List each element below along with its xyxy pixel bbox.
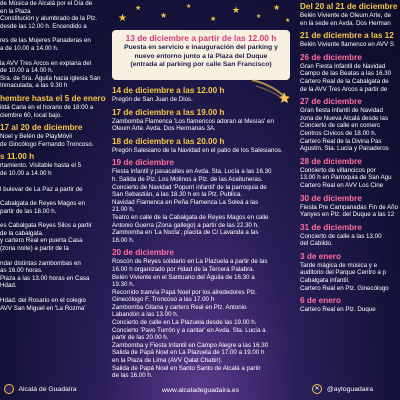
event-line: AVV San Miguel en 'La Rozma' bbox=[0, 304, 86, 312]
event-line: auditorio del Parque Centro a p bbox=[300, 269, 386, 277]
event-line: de la cabalgata. bbox=[0, 229, 44, 237]
section-heading: 20 de diciembre bbox=[112, 248, 174, 258]
footer-left bbox=[4, 384, 77, 394]
event-line: en la Plaza bbox=[0, 7, 31, 15]
right-column bbox=[300, 2, 400, 314]
section-heading: 28 de diciembre bbox=[300, 156, 362, 166]
event-line: h. Salida de Plz. Los Molinos a Plz. de las Aceituneras. bbox=[112, 175, 263, 183]
event-line: Cartero Real en Plz. Duque bbox=[300, 306, 376, 314]
event-line: y cartero Real en puerta Casa bbox=[0, 237, 83, 245]
section-heading: 27 de diciembre bbox=[300, 97, 362, 107]
event-line: zona de Nueva Alcalá desde las bbox=[300, 114, 389, 122]
star-icon: ★ bbox=[210, 16, 217, 23]
star-icon: ★ bbox=[186, 4, 192, 10]
event-line: Cartero Real en Plz. Ginecólogo bbox=[300, 284, 389, 292]
event-line: Ginecólogo F. Troncoso a las 17.00 h bbox=[112, 296, 215, 304]
event-line: Fiesta infantil y pasacalles en Avda. Sta. Lucía a las 16.30 bbox=[112, 168, 272, 176]
event-line: Hdad. del Rosario en el colegio bbox=[0, 297, 86, 305]
event-line: Zambomba Gitana y cartero Real en Plz. Antonio bbox=[112, 303, 247, 311]
section-heading: 6 de enero bbox=[300, 296, 341, 306]
event-line: Fiesta Pre Campanadas Fin de Año bbox=[300, 203, 399, 211]
event-line: de 10.00 a 14.00 h. bbox=[0, 67, 54, 75]
event-line: Pregón Salesiano de la Navidad en el patio de los Salesianos. bbox=[112, 146, 283, 154]
announcement-line: nuevo entorno junto a la Plaza del Duque bbox=[134, 52, 268, 60]
section-heading: 17 de diciembre a las 19.00 h bbox=[112, 107, 225, 117]
event-line: del Cabildo. bbox=[300, 240, 333, 248]
event-line: Agustín, Sta. Lucía y Panaderos bbox=[300, 145, 389, 153]
event-line: Belén Viviente en el Santuario del Águila de 16.30 a bbox=[112, 273, 255, 281]
star-icon: ★ bbox=[118, 13, 127, 24]
star-icon: ★ bbox=[256, 14, 262, 20]
event-line: Belén Viviente de Oleum Arte, de bbox=[300, 12, 392, 19]
footer-city-name: Alcalá de Guadaíra bbox=[18, 385, 77, 393]
footer-social-handle[interactable]: @aytoguadaira bbox=[326, 385, 374, 393]
event-line: partir de las 20.00 h. bbox=[112, 334, 169, 342]
event-line: Teatro en calle de la Cabalgata de Reyes Magos en calle bbox=[112, 213, 269, 221]
event-line bbox=[0, 193, 106, 200]
footer-website[interactable] bbox=[162, 387, 239, 394]
event-line: ildá Carla en el horario de 18:00 a bbox=[0, 103, 94, 111]
event-line bbox=[0, 290, 106, 297]
event-line: Recorrido tranvía Papá Noel por los alrededores Plz. bbox=[112, 288, 257, 296]
x-icon[interactable]: ✕ bbox=[312, 384, 322, 394]
event-line: Concierto de villancicos por bbox=[300, 166, 376, 174]
event-line: Campo de las Beatas a las 16.30 bbox=[300, 70, 392, 78]
event-line: Labandón a las 13.00 h. bbox=[112, 311, 179, 319]
event-line bbox=[0, 253, 106, 260]
event-line: Pregón de San Juan de Dios. bbox=[112, 96, 193, 103]
event-line: Concierto 'Pavo Turrón y a cantar' en Avda. Sta. Lucía a bbox=[112, 326, 266, 334]
event-line: Salida de Papá Noel en Santo Santo de Alcalá a partir bbox=[112, 364, 261, 372]
event-line: as 16.00 horas. bbox=[0, 267, 43, 275]
section-heading: 30 de diciembre bbox=[300, 193, 362, 203]
event-line: Sra. de Sra. Águila hacia iglesia San bbox=[0, 74, 101, 82]
event-line: Cabalgata de Reyes Magos en bbox=[0, 200, 85, 208]
event-line bbox=[0, 215, 106, 222]
event-line: rtamiento. Visitable hasta el 5 bbox=[0, 162, 82, 170]
event-line: Salida de Papá Noel en La Plazuela de 17.00 a 19.00 h bbox=[112, 349, 265, 357]
event-line: 18.00 h. bbox=[112, 236, 135, 244]
announcement-date: 13 de diciembre a partir de las 12.00 h bbox=[125, 33, 277, 43]
left-column bbox=[0, 0, 106, 312]
event-line: Concierto de calle en comerc bbox=[300, 122, 381, 130]
event-line: 21.00 h. bbox=[112, 206, 135, 214]
event-line bbox=[0, 30, 106, 37]
event-line: es Cabalgata Reyes Silos a partir bbox=[0, 222, 92, 230]
event-line: de Música de Alcalá por el Día de bbox=[0, 0, 93, 7]
event-line: en la Plaza de Lima (AVV Qalat Chabir). bbox=[112, 357, 223, 365]
event-line: Navidad Flamenca en Peña Flamenca La Soleá a las bbox=[112, 198, 259, 206]
event-line: Noel y Belén de PlayMóvil bbox=[0, 133, 72, 141]
event-line: 16.00 h organizado por Hdad de la Tercera Palabra. bbox=[112, 265, 255, 273]
event-line: Cartero Real de la Cabalgata de bbox=[300, 77, 389, 85]
event-line: ndar distintas zambombas en bbox=[0, 259, 81, 267]
event-line: Cabalgata infantil. bbox=[300, 277, 350, 285]
event-line: ciembre 60, local bajo. bbox=[0, 111, 62, 119]
event-line: Gran fiesta infantil de Navidad bbox=[300, 107, 383, 115]
star-icon: ★ bbox=[273, 3, 281, 12]
event-line: Antonio Guerra (Zona gallego) a partir de las 22.30 h. bbox=[112, 221, 259, 229]
event-line: 19.30 h. bbox=[112, 281, 135, 289]
event-line: Zambomba en 'La Nocla', placita de C/ Lavanda a las bbox=[112, 229, 259, 237]
event-line: Concierto de Navidad 'Popurri infantil' de la parroquia de bbox=[112, 183, 267, 191]
event-line: Gran Fiesta Infantil de Navidad bbox=[300, 62, 386, 70]
event-line: de la AVV Tres Arcos a partir de bbox=[300, 85, 388, 93]
event-line: l bulevar de La Paz a partir de bbox=[0, 185, 83, 193]
section-heading: Del 20 al 21 de diciembre bbox=[300, 2, 398, 11]
event-line: Concierto de calle en La Plazuela desde las 19.00 h. bbox=[112, 319, 257, 327]
event-line: Zambomba y Fiesta Infantil en Campo Alegre a las 16.30 bbox=[112, 341, 269, 349]
event-line: Roscón de Reyes solidario en La Plazuela a partir de las bbox=[112, 258, 268, 266]
star-icon: ★ bbox=[135, 5, 142, 12]
event-line: San Sebastián, a las 18.30 h en la Plz. Publica. bbox=[112, 191, 243, 199]
star-icon: ★ bbox=[160, 11, 168, 20]
middle-column bbox=[112, 82, 292, 380]
star-icon: ★ bbox=[285, 18, 291, 24]
event-line: a de 10.00 a 14.00 h. bbox=[0, 44, 59, 52]
footer-social[interactable] bbox=[312, 384, 373, 394]
announcement-line: (entrada al parking por calle San Francisco) bbox=[130, 61, 272, 69]
event-line: de las 16.00 h. bbox=[112, 372, 153, 380]
event-line: de 10.00 a 14.00 h bbox=[0, 169, 52, 177]
event-line: Concierto de calle a las 13.00 bbox=[300, 232, 382, 240]
section-heading: 26 de diciembre bbox=[300, 52, 362, 62]
section-heading: 19 de diciembre bbox=[112, 158, 174, 168]
event-line: res de las Mujeres Panaderas en bbox=[0, 37, 91, 45]
announcement-line: Puesta en servicio e inauguración del parking y bbox=[124, 44, 278, 51]
event-line: Tarde mágica de música y e bbox=[300, 261, 378, 269]
event-line: Oleum Arte. Avda. Dos Hermanas 3A. bbox=[112, 125, 216, 133]
section-heading: 18 de diciembre a las 20.00 h bbox=[112, 136, 225, 146]
event-line: la AVV Tres Arcos en explana del bbox=[0, 59, 92, 67]
event-line: Inmaculada, a las 9.30 h bbox=[0, 82, 68, 90]
section-heading: 3 de enero bbox=[300, 251, 341, 261]
event-line: de Gincólogo Fernando Troncoso. bbox=[0, 140, 94, 148]
section-heading: 17 al 20 de diciembre bbox=[0, 123, 83, 133]
footer-website-link[interactable]: www.alcaladeguadaira.es bbox=[162, 387, 240, 394]
event-line: Cartero Real en AVV Los Cine bbox=[300, 181, 384, 189]
section-heading: 14 de diciembre a las 12.00 h bbox=[112, 86, 225, 95]
event-line: Centros Cívicos de 18.00 h. bbox=[300, 129, 377, 137]
event-line: Cartero Real de la Divina Pas bbox=[300, 137, 382, 145]
section-heading: 31 de diciembre bbox=[300, 222, 362, 232]
event-line: Plaza a las 13.00 horas en Casa Hdad. bbox=[0, 274, 90, 290]
event-line: 13.00 h en Parroquia de San Agu bbox=[300, 174, 392, 182]
event-line: (zona noite) a partir de la bbox=[0, 245, 69, 253]
event-line bbox=[0, 53, 106, 60]
event-line: Zambomba Flamenca 'Los flamencos adoran al Mesías' en bbox=[112, 117, 274, 125]
section-heading: 21 de diciembre a las 12 bbox=[300, 31, 394, 41]
event-line: desde las 12.00 h. Encendido a bbox=[0, 22, 87, 30]
section-heading: s 11.00 h bbox=[0, 152, 35, 162]
announcement-box bbox=[112, 30, 290, 80]
city-logo-icon bbox=[4, 384, 14, 394]
event-line: Yanyes en Plz. del Duque a las 12 bbox=[300, 211, 395, 219]
event-line: Belén Viviente flamenco en AVV S bbox=[300, 41, 395, 49]
section-heading: hembre hasta el 5 de enero bbox=[0, 93, 106, 103]
event-line: en la sede en Avda. Dos Herman bbox=[300, 19, 391, 27]
event-line: Constitución y alumbrado de la Plz. bbox=[0, 15, 97, 23]
star-icon: ★ bbox=[232, 5, 241, 15]
event-line: partir de las 18.00 h. bbox=[0, 207, 57, 215]
